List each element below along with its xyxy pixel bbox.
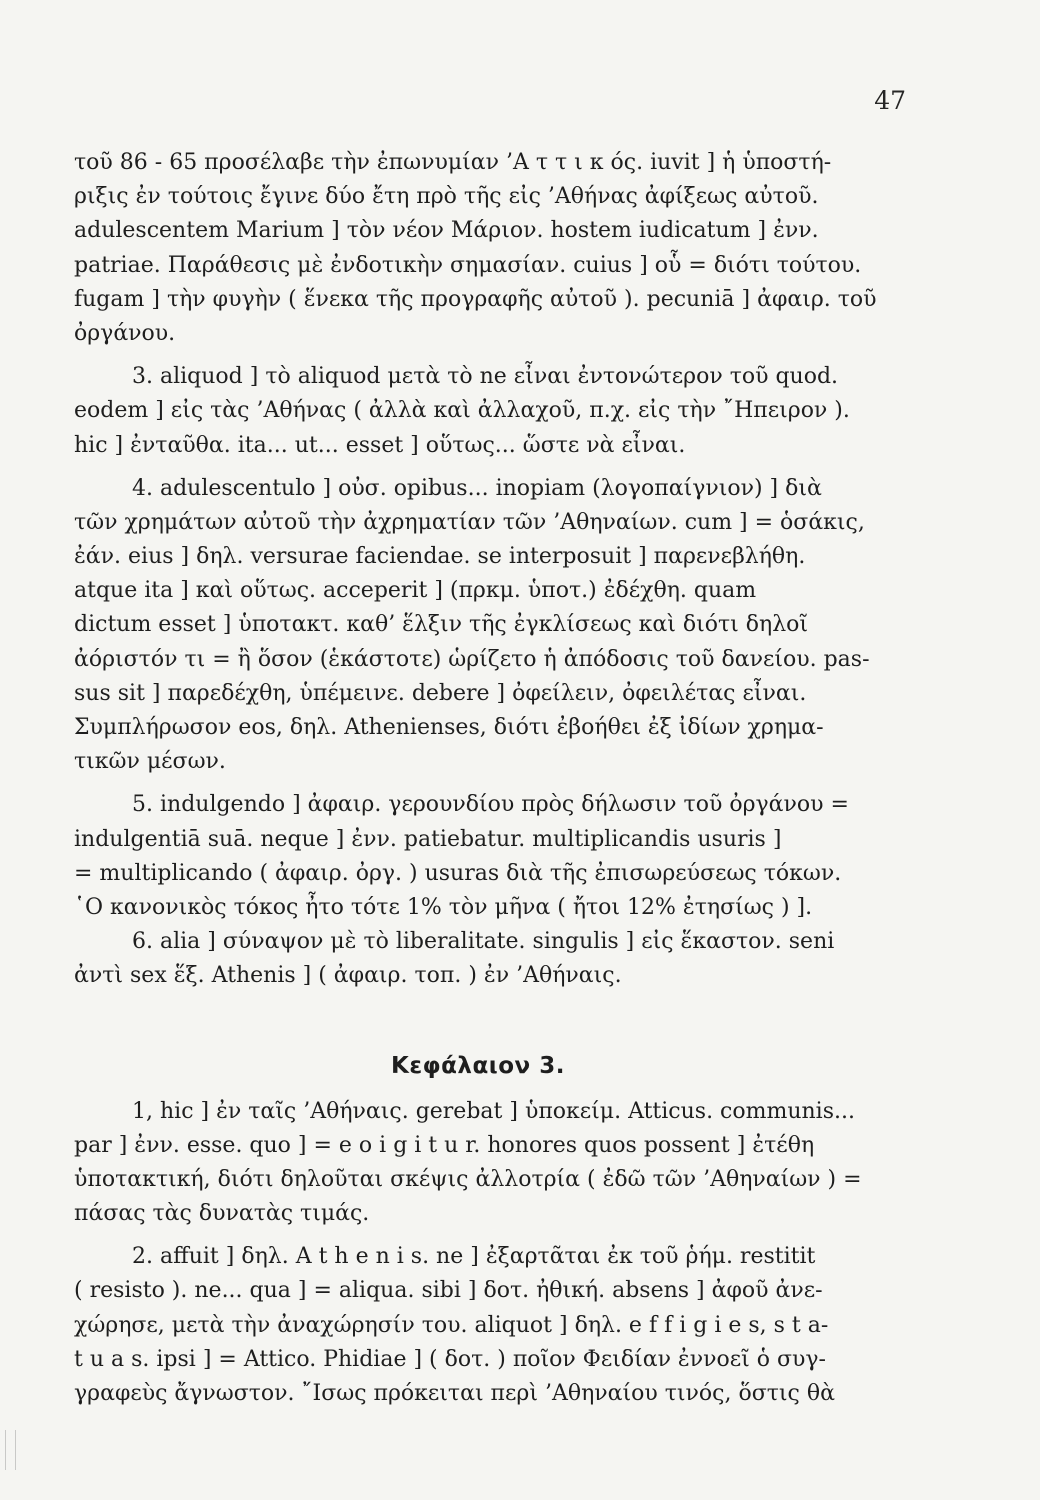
- binding-edge-mark: [5, 1430, 16, 1470]
- text-line: dictum esset ] ὑποτακτ. καθ’ ἕλξιν τῆς ἐγκλίσεως καὶ διότι δηλοῖ: [74, 612, 809, 638]
- text-line: Συμπλήρωσον eos, δηλ. Athenienses, διότι ἐβοήθει ἐξ ἰδίων χρημα-: [74, 715, 824, 740]
- paragraph-note-4: [74, 472, 906, 780]
- text-line: fugam ] τὴν φυγὴν ( ἕνεκα τῆς προγραφῆς αὐτοῦ ). pecuniā ] ἀφαιρ. τοῦ: [74, 286, 877, 312]
- text-line: τικῶν μέσων.: [74, 749, 226, 775]
- text-line: hic ] ἐνταῦθα. ita... ut... esset ] οὕτως... ὥστε νὰ εἶναι.: [74, 432, 686, 458]
- text-line: eodem ] εἰς τὰς ’Αθήνας ( ἀλλὰ καὶ ἀλλαχοῦ, π.χ. εἰς τὴν ῎Ηπειρον ).: [74, 398, 850, 424]
- text-line: τῶν χρημάτων αὐτοῦ τὴν ἀχρηματίαν τῶν ’Αθηναίων. cum ] = ὁσάκις,: [74, 509, 865, 535]
- paragraph-note-5: [74, 788, 906, 925]
- paragraph-section-2-continued: [74, 146, 906, 351]
- text-line: 1, hic ] ἐν ταῖς ’Αθήναις. gerebat ] ὑποκείμ. Atticus. communis...: [132, 1098, 855, 1124]
- text-line: γραφεὺς ἄγνωστον. ῎Ισως πρόκειται περὶ ’Αθηναίου τινός, ὅστις θὰ: [74, 1381, 835, 1406]
- page-number: 47: [874, 86, 906, 115]
- text-line: adulescentem Marium ] τὸν νέον Μάριον. hostem iudicatum ] ἐνν.: [74, 218, 819, 244]
- text-line: sus sit ] παρεδέχθη, ὑπέμεινε. debere ] ὀφείλειν, ὀφειλέτας εἶναι.: [74, 680, 807, 706]
- chapter-heading: Κεφάλαιον 3.: [391, 1052, 565, 1079]
- text-line: t u a s. ipsi ] = Attico. Phidiae ] ( δοτ. ) ποῖον Φειδίαν ἐννοεῖ ὁ συγ-: [74, 1346, 826, 1372]
- text-line: ἀντὶ sex ἕξ. Athenis ] ( ἀφαιρ. τοπ. ) ἐν ’Αθήναις.: [74, 963, 622, 989]
- paragraph-note-6: [74, 925, 906, 993]
- text-line: indulgentiā suā. neque ] ἐνν. patiebatur. multiplicandis usuris ]: [74, 826, 782, 852]
- text-line: ( resisto ). ne... qua ] = aliqua. sibi ] δοτ. ἠθική. absens ] ἀφοῦ ἀνε-: [74, 1278, 823, 1304]
- text-line: ὑποτακτική, διότι δηλοῦται σκέψις ἀλλοτρία ( ἐδῶ τῶν ’Αθηναίων ) =: [74, 1166, 862, 1192]
- text-line: 5. indulgendo ] ἀφαιρ. γερουνδίου πρὸς δήλωσιν τοῦ ὀργάνου =: [132, 792, 849, 818]
- text-line: par ] ἐνν. esse. quo ] = e o i g i t u r. honores quos possent ] ἐτέθη: [74, 1132, 815, 1158]
- paragraph-chapter3-note-2: [74, 1240, 906, 1411]
- text-line: τοῦ 86 - 65 προσέλαβε τὴν ἐπωνυμίαν ’Α τ τ ι κ ός. iuvit ] ἡ ὑποστή-: [74, 150, 832, 175]
- paragraph-note-3: [74, 360, 906, 463]
- text-line: = multiplicando ( ἀφαιρ. ὀργ. ) usuras διὰ τῆς ἐπισωρεύσεως τόκων.: [74, 860, 842, 886]
- commentary-text: [74, 146, 906, 1411]
- text-line: patriae. Παράθεσις μὲ ἐνδοτικὴν σημασίαν. cuius ] οὗ = διότι τούτου.: [74, 252, 862, 278]
- text-line: ῾Ο κανονικὸς τόκος ἦτο τότε 1% τὸν μῆνα ( ἤτοι 12% ἐτησίως ) ].: [74, 894, 813, 920]
- paragraph-chapter3-note-1: [74, 1095, 906, 1232]
- text-line: ἐάν. eius ] δηλ. versurae faciendae. se interposuit ] παρενεβλήθη.: [74, 544, 806, 570]
- text-line: 4. adulescentulo ] οὐσ. opibus... inopiam (λογοπαίγνιον) ] διὰ: [132, 475, 822, 501]
- text-line: ὀργάνου.: [74, 320, 176, 346]
- text-line: 6. alia ] σύναψον μὲ τὸ liberalitate. singulis ] εἰς ἕκαστον. seni: [132, 929, 835, 955]
- text-line: ριξις ἐν τούτοις ἔγινε δύο ἔτη πρὸ τῆς εἰς ’Αθήνας ἀφίξεως αὐτοῦ.: [74, 184, 819, 210]
- text-line: πάσας τὰς δυνατὰς τιμάς.: [74, 1201, 370, 1227]
- text-line: χώρησε, μετὰ τὴν ἀναχώρησίν του. aliquot ] δηλ. e f f i g i e s, s t a-: [74, 1312, 829, 1338]
- text-line: 2. affuit ] δηλ. A t h e n i s. ne ] ἐξαρτᾶται ἐκ τοῦ ῥήμ. restitit: [132, 1244, 816, 1270]
- text-line: atque ita ] καὶ οὕτως. acceperit ] (πρκμ. ὑποτ.) ἐδέχθη. quam: [74, 578, 757, 604]
- text-line: ἀόριστόν τι = ἢ ὅσον (ἑκάστοτε) ὡρίζετο ἡ ἀπόδοσις τοῦ δανείου. pas-: [74, 646, 870, 672]
- text-line: 3. aliquod ] τὸ aliquod μετὰ τὸ ne εἶναι ἐντονώτερον τοῦ quod.: [132, 364, 839, 390]
